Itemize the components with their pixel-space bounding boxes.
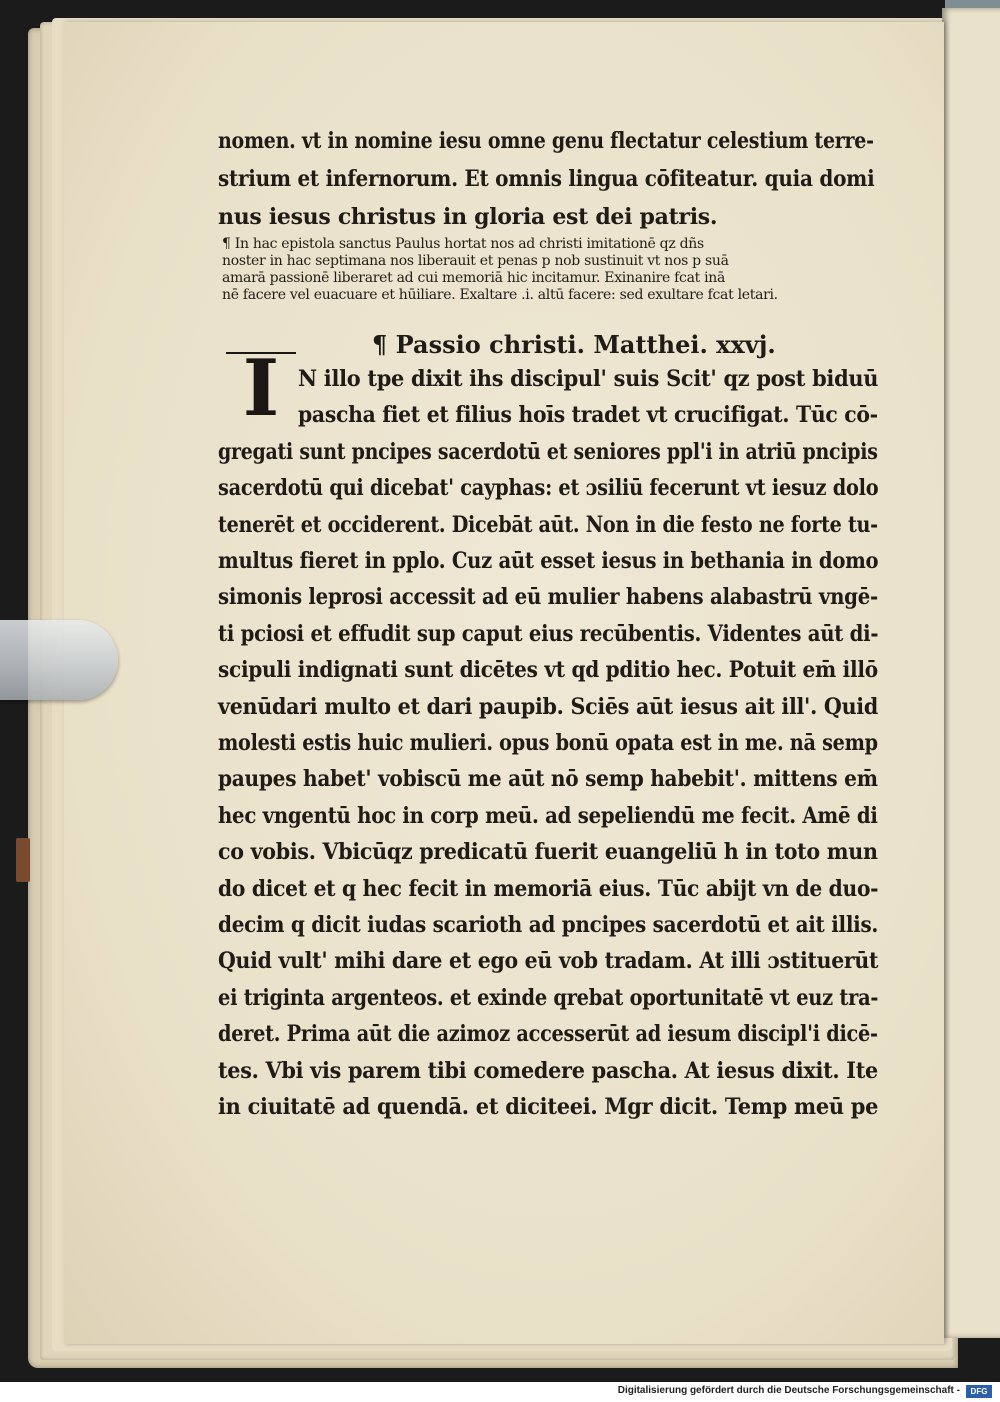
footer-credit: Digitalisierung gefördert durch die Deutsche Forschungsgemeinschaft - bbox=[617, 1385, 960, 1396]
text-line: tenerēt et occiderent. Dicebāt aūt. Non in die festo ne forte tu- bbox=[218, 511, 878, 538]
text-line: N illo tpe dixit ihs discipul' suis Scit' qz post biduū bbox=[298, 366, 879, 392]
text-line: in ciuitatē ad quendā. et diciteei. Mgr dicit. Temp meū pe bbox=[218, 1094, 879, 1120]
commentary-line: ¶ In hac epistola sanctus Paulus hortat nos ad christi imitationē qz dñs bbox=[222, 236, 704, 252]
facing-page-edge bbox=[942, 8, 1000, 1338]
text-line: venūdari multo et dari paupib. Sciēs aūt iesus ait ill'. Quid bbox=[218, 693, 878, 720]
text-line: Quid vult' mihi dare et ego eū vob tradam. At illi ɔstituerūt bbox=[218, 948, 879, 975]
commentary-line: nē facere vel euacuare et hūiliare. Exaltare .i. altū facere: sed exultare fcat letari. bbox=[222, 287, 778, 303]
text-line: decim q dicit iudas scarioth ad pncipes sacerdotū et ait illis. bbox=[218, 912, 879, 938]
binding-tab bbox=[16, 838, 30, 882]
text-line: multus fieret in pplo. Cuz aūt esset iesus in bethania in domo bbox=[218, 548, 879, 574]
text-line: sacerdotū qui dicebat' cayphas: et ɔsiliū fecerunt vt iesuz dolo bbox=[218, 475, 879, 502]
text-line: co vobis. Vbicūqz predicatū fuerit euangeliū h in toto mun bbox=[218, 839, 878, 866]
text-line: ei triginta argenteos. et exinde qrebat oportunitatē vt euz tra- bbox=[218, 984, 879, 1011]
section-heading: ¶ Passio christi. Matthei. xxvj. bbox=[372, 330, 776, 359]
text-line: strium et infernorum. Et omnis lingua cōfiteatur. quia domi bbox=[218, 166, 875, 192]
footer-bar bbox=[0, 1382, 1000, 1402]
text-line: hec vngentū hoc in corp meū. ad sepeliendū me fecit. Amē di bbox=[218, 802, 878, 829]
text-line: deret. Prima aūt die azimoz accesserūt ad iesum discipl'i dicē- bbox=[218, 1021, 878, 1048]
text-line: nus iesus christus in gloria est dei patris. bbox=[218, 204, 718, 230]
text-line: simonis leprosi accessit ad eū mulier habens alabastrū vngē- bbox=[218, 584, 878, 611]
initial-letter: I bbox=[226, 352, 296, 424]
commentary-line: amarā passionē liberaret ad cui memoriā hic incitamur. Exinanire fcat inā bbox=[222, 270, 726, 286]
text-line: pascha fiet et filius hoīs tradet vt crucifigat. Tūc cō- bbox=[298, 402, 878, 429]
text-line: do dicet et q hec fecit in memoriā eius. Tūc abijt vn de duo- bbox=[218, 875, 879, 902]
text-line: gregati sunt pncipes sacerdotū et seniores ppl'i in atriū pncipis bbox=[218, 438, 878, 465]
text-line: molesti estis huic mulieri. opus bonū opata est in me. nā semp bbox=[218, 730, 878, 756]
text-line: ti pciosi et effudit sup caput eius recūbentis. Videntes aūt di- bbox=[218, 620, 879, 647]
text-line: nomen. vt in nomine iesu omne genu flectatur celestium terre- bbox=[218, 128, 874, 154]
text-line: scipuli indignati sunt dicētes vt qd pditio hec. Potuit em̄ illō bbox=[218, 657, 878, 684]
commentary-line: noster in hac septimana nos liberauit et penas p nob sustinuit vt nos p suā bbox=[222, 253, 729, 269]
dfg-logo: DFG bbox=[966, 1385, 992, 1398]
page-clip bbox=[0, 620, 118, 700]
text-line: tes. Vbi vis parem tibi comedere pascha. At iesus dixit. Ite bbox=[218, 1057, 878, 1084]
text-line: paupes habet' vobiscū me aūt nō semp habebit'. mittens em̄ bbox=[218, 766, 878, 793]
